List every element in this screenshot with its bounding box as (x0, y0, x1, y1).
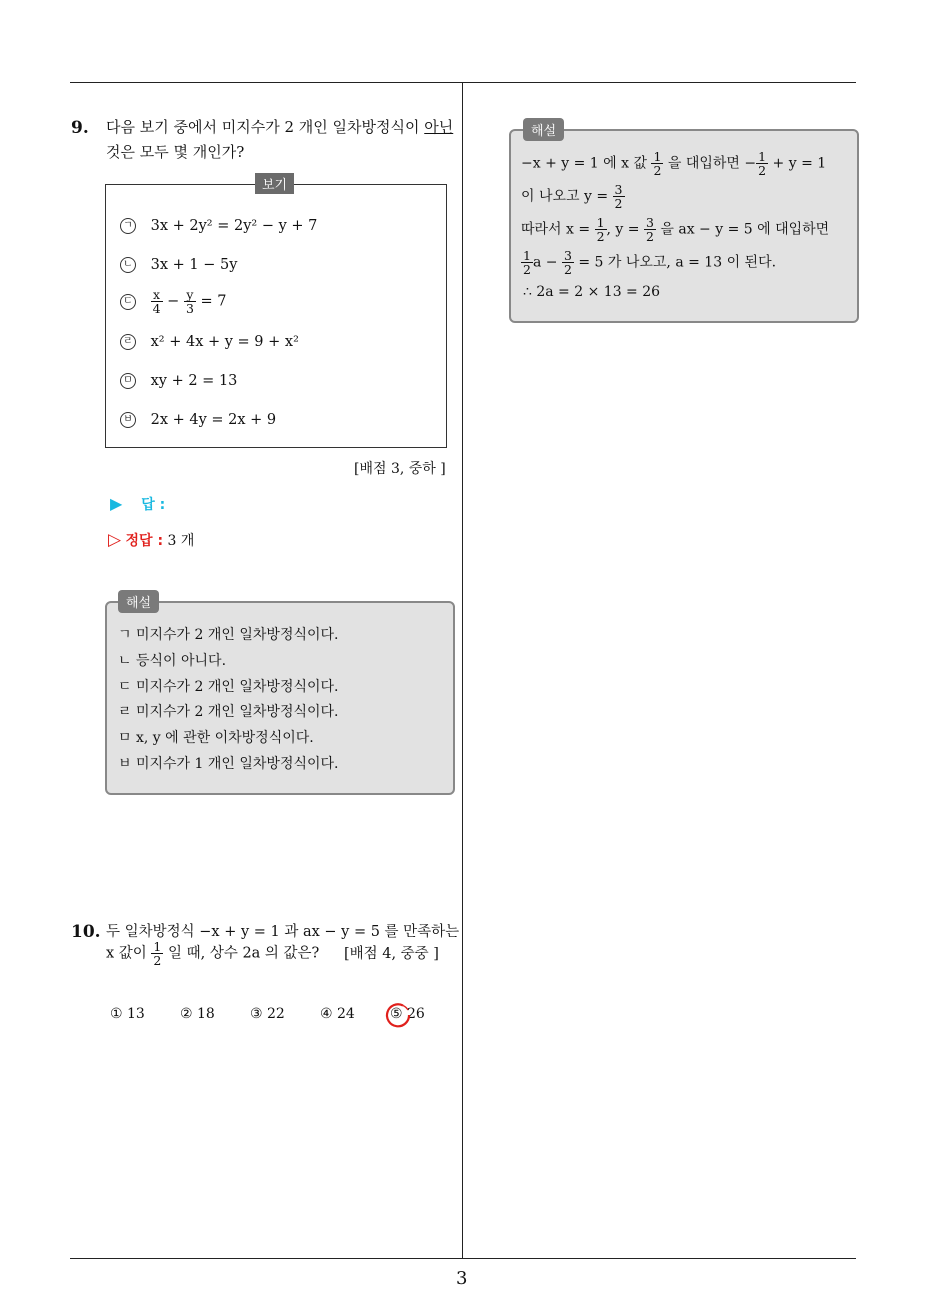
solution-label: 해설 (523, 118, 564, 141)
sol10-line-3: 따라서 x = $\frac{1}{2}$ , y = $\frac{3}{2}$ 을 ax − y = 5 에 대입하면 (521, 215, 830, 244)
correct-value: 3 개 (167, 533, 195, 549)
fraction-x-over-4: $\frac{x}{4}$ (152, 287, 161, 316)
question-9-number: 9. (71, 118, 89, 138)
item-mark: ㅁ (120, 373, 136, 389)
choice-value: 26 (407, 1006, 425, 1022)
page-number: 3 (456, 1268, 468, 1289)
item-expr: xy + 2 = 13 (150, 373, 238, 389)
correct-answer-row (108, 530, 194, 550)
item-mark: ㅂ (120, 412, 136, 428)
choice-2[interactable] (180, 1006, 215, 1022)
sol10-line-5: ∴ 2a = 2 × 13 = 26 (523, 284, 661, 300)
item-mark: ㄱ (120, 218, 136, 234)
fraction-half: $\frac{1}{2}$ (653, 149, 662, 178)
choice-1[interactable] (110, 1006, 145, 1022)
minus-sign: − (167, 293, 180, 310)
selected-circle-icon (383, 1000, 413, 1030)
top-rule (70, 82, 856, 83)
solution-line-3: ㄷ 미지수가 2 개인 일차방정식이다. (118, 679, 339, 695)
choice-mark: ④ (320, 1006, 333, 1022)
answer-arrow-icon: ▶ (110, 494, 123, 513)
item-expr: 2x + 4y = 2x + 9 (150, 412, 277, 428)
fraction-y-over-3: $\frac{y}{3}$ (185, 287, 194, 316)
fraction-half: $\frac{1}{2}$ (523, 248, 531, 277)
fraction-three-halves: $\frac{3}{2}$ (645, 215, 654, 244)
question-10-number: 10. (71, 922, 101, 942)
column-divider (462, 82, 463, 1258)
q10-text-a: x 값이 (106, 945, 147, 962)
fraction-three-halves: $\frac{3}{2}$ (563, 248, 572, 277)
solution-line-4: ㄹ 미지수가 2 개인 일차방정식이다. (118, 704, 339, 720)
q10-fraction-half: $\frac{1}{2}$ (153, 939, 162, 968)
solution-label: 해설 (118, 590, 159, 613)
item-expr-rest: = 7 (200, 293, 227, 310)
item-expr: 3x + 2y² = 2y² − y + 7 (150, 218, 318, 234)
question-9-text (106, 115, 458, 165)
question-9-line2: 것은 모두 몇 개인가? (106, 143, 245, 161)
item-expr: 3x + 1 − 5y (150, 257, 238, 273)
answer-row (110, 494, 165, 514)
bogi-item-3 (120, 288, 226, 315)
solution-line-1: ㄱ 미지수가 2 개인 일차방정식이다. (118, 627, 339, 643)
question-10-line1: 두 일차방정식 −x + y = 1 과 ax − y = 5 를 만족하는 (106, 924, 460, 940)
correct-label: 정답 : (125, 533, 164, 549)
solution-line-5: ㅁ x, y 에 관한 이차방정식이다. (118, 730, 314, 746)
q10-text-b: 일 때, 상수 2a 의 값은? (167, 945, 320, 962)
choice-value: 13 (127, 1006, 145, 1022)
fraction-three-halves: $\frac{3}{2}$ (614, 182, 623, 211)
question-10-line2 (106, 940, 439, 967)
choice-mark: ⑤ (390, 1006, 403, 1022)
choice-value: 24 (337, 1006, 355, 1022)
fraction-half: $\frac{1}{2}$ (758, 149, 767, 178)
item-mark: ㄹ (120, 334, 136, 350)
item-expr: x² + 4x + y = 9 + x² (150, 334, 299, 350)
bogi-item-1 (120, 218, 317, 234)
choice-3[interactable] (250, 1006, 285, 1022)
bogi-label: 보기 (255, 173, 294, 194)
question-10-score: [배점 4, 중중 ] (343, 945, 439, 962)
bogi-item-4 (120, 334, 299, 350)
solution-line-6: ㅂ 미지수가 1 개인 일차방정식이다. (118, 756, 339, 772)
choice-value: 18 (197, 1006, 215, 1022)
bogi-item-6 (120, 412, 276, 428)
choice-mark: ② (180, 1006, 193, 1022)
bogi-item-5 (120, 373, 237, 389)
correct-arrow-icon: ▷ (108, 530, 122, 550)
fraction-half: $\frac{1}{2}$ (596, 215, 605, 244)
sol10-line-2: 이 나오고 y = $\frac{3}{2}$ (521, 182, 623, 211)
choice-value: 22 (267, 1006, 285, 1022)
bogi-item-2 (120, 257, 237, 273)
item-mark: ㄴ (120, 257, 136, 273)
choice-mark: ③ (250, 1006, 263, 1022)
choice-4[interactable] (320, 1006, 355, 1022)
bottom-rule (70, 1258, 856, 1259)
question-9-line1: 다음 보기 중에서 미지수가 2 개인 일차방정식이 (106, 118, 420, 136)
question-9-emphasis: 아닌 (424, 118, 454, 136)
answer-label: 답 : (141, 497, 166, 513)
item-mark: ㄷ (120, 294, 136, 310)
solution-line-2: ㄴ 등식이 아니다. (118, 653, 227, 669)
choice-mark: ① (110, 1006, 123, 1022)
question-9-score: [배점 3, 중하 ] (354, 461, 446, 477)
sol10-line-1: −x + y = 1 에 x 값 $\frac{1}{2}$ 을 대입하면 − $\frac{1}{2}$ + y = 1 (521, 149, 827, 178)
sol10-line-4: $\frac{1}{2}$ a − $\frac{3}{2}$ = 5 가 나오고, a = 13 이 된다. (523, 248, 777, 277)
